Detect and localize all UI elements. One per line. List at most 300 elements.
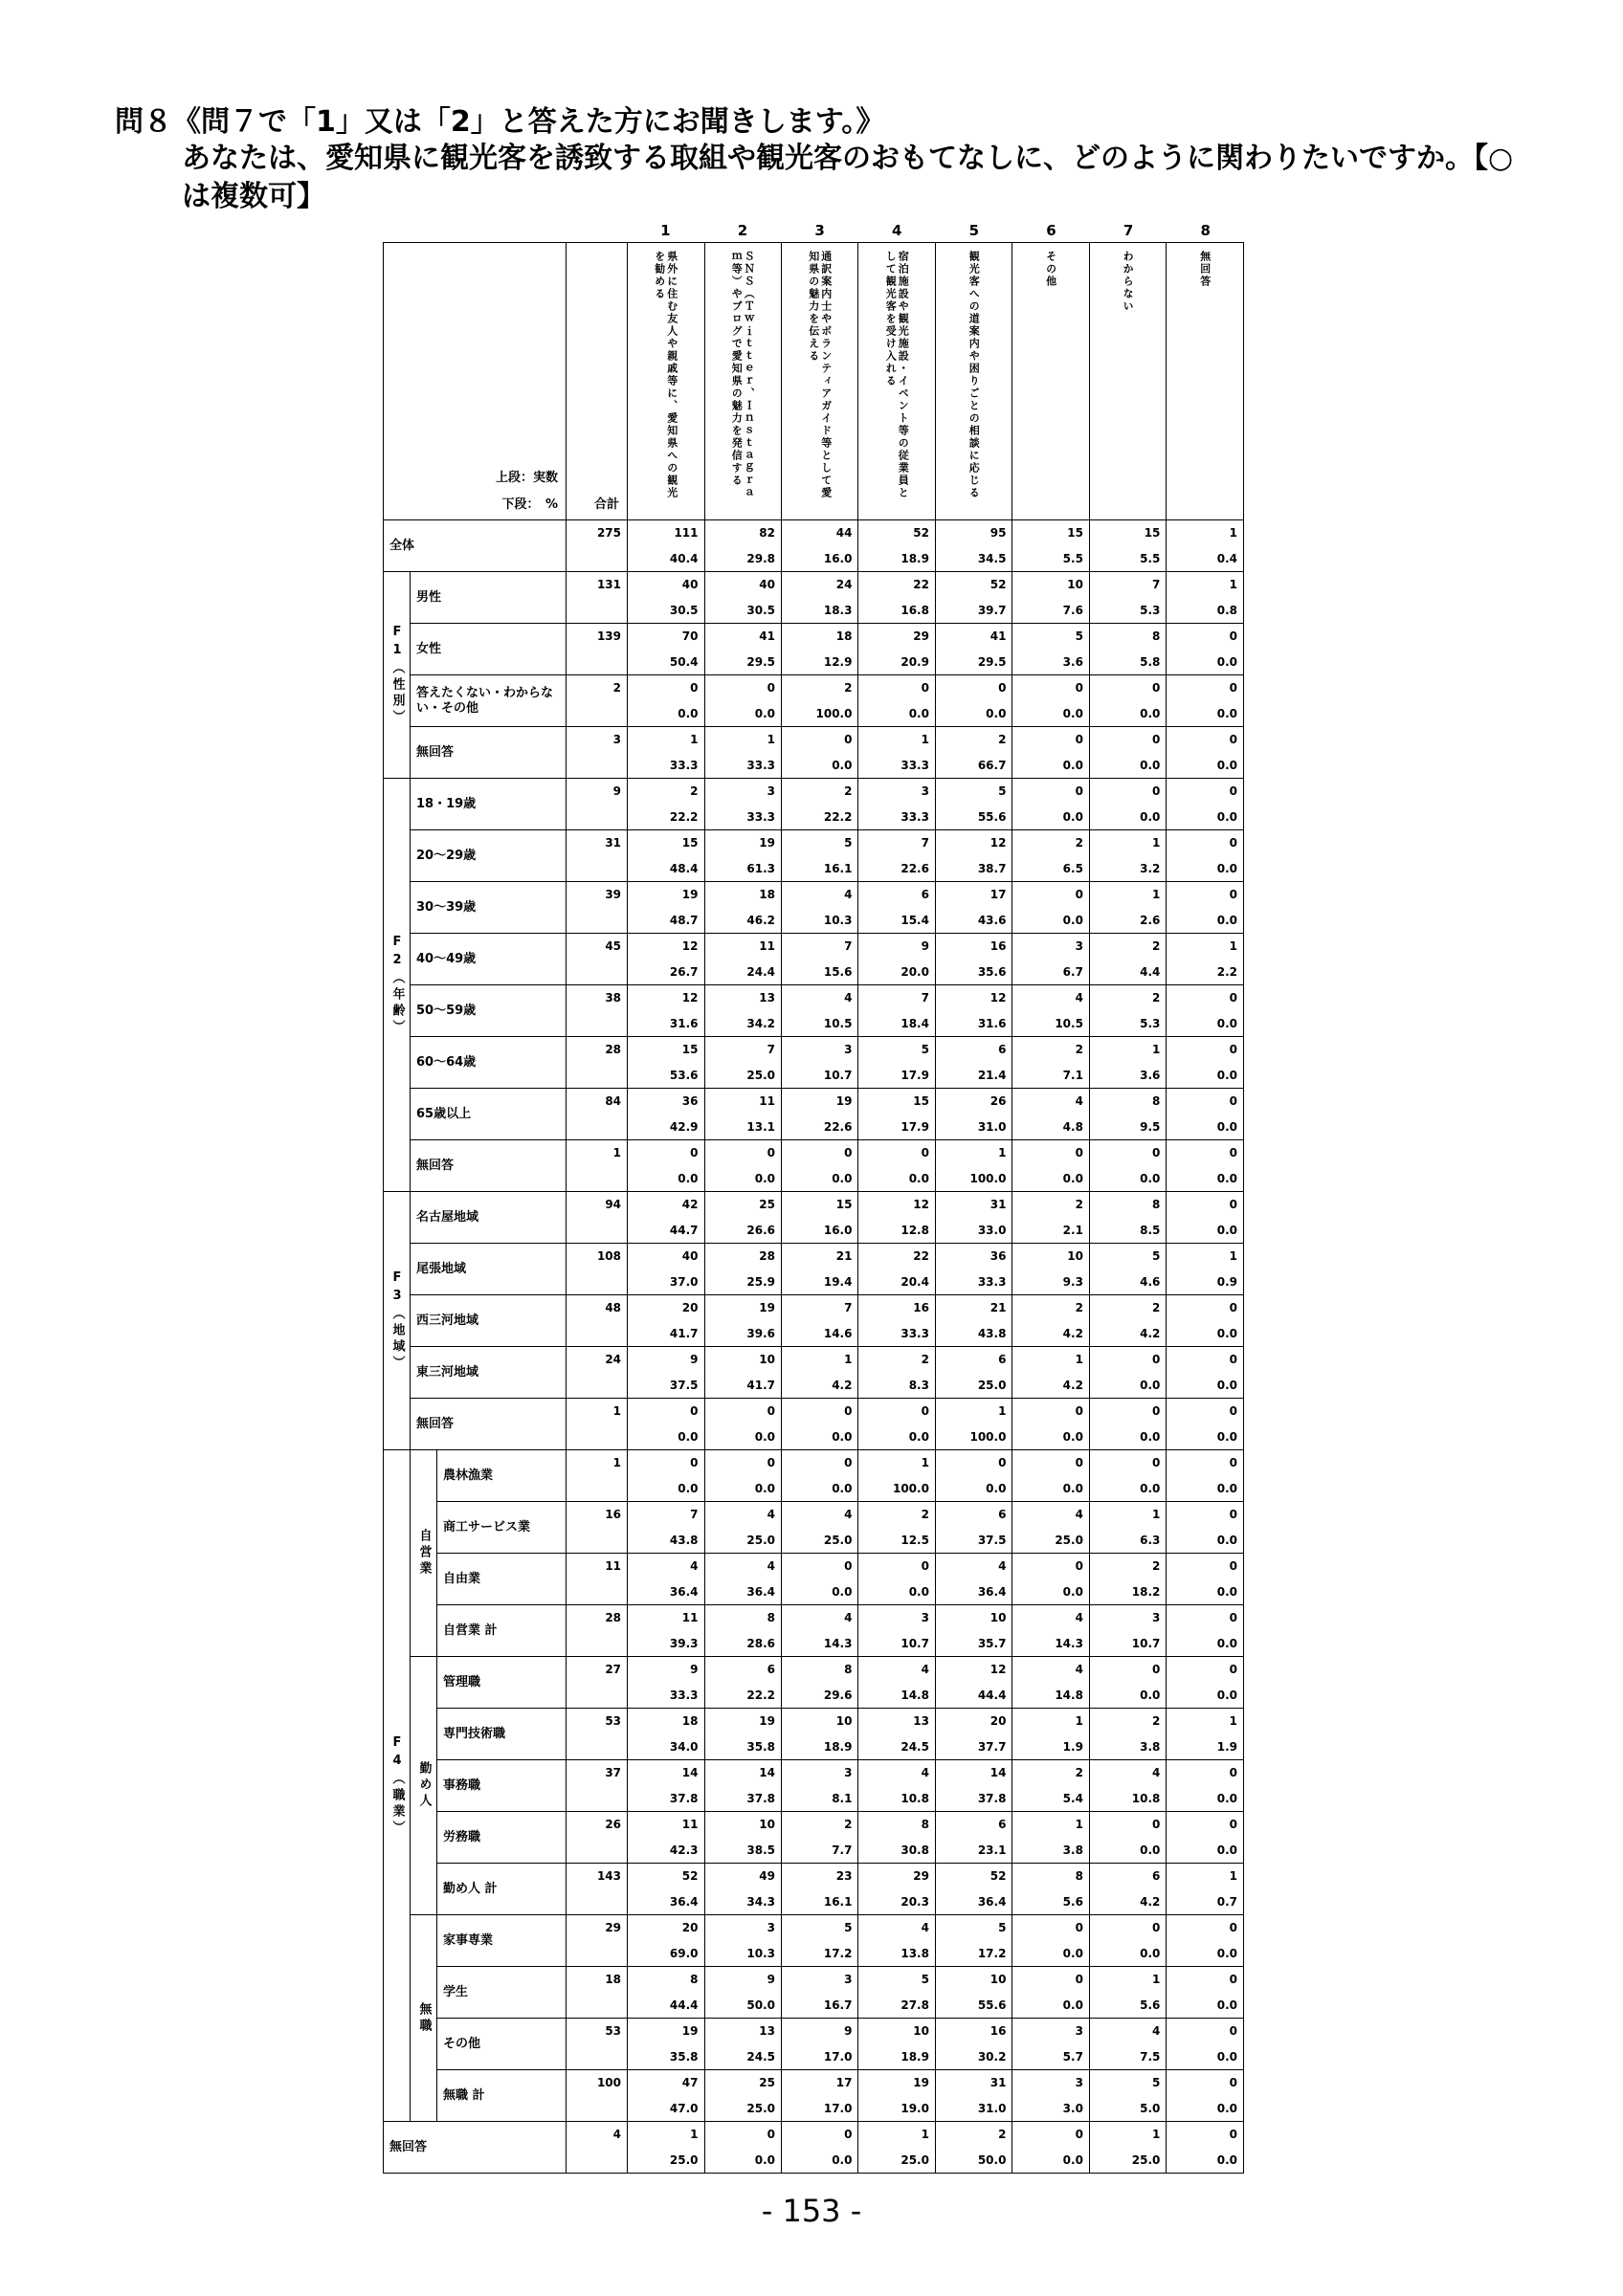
value-cell [1089, 1089, 1166, 1140]
value-cell [1089, 1347, 1166, 1399]
value-cell [1012, 624, 1089, 675]
percent-value: 14.3 [823, 1637, 853, 1650]
table-row [384, 1967, 1244, 2019]
count-value: 15 [913, 1094, 929, 1108]
total-pct-blank [572, 753, 621, 778]
column-number: 6 [1046, 222, 1056, 239]
value-cell [781, 1192, 857, 1244]
value-cell [1089, 1760, 1166, 1812]
page-number: - 153 - [761, 2193, 862, 2229]
count-value: 10 [913, 2024, 929, 2038]
column-number: 1 [660, 222, 671, 239]
total-cell [567, 1605, 628, 1657]
count-value: 2 [1075, 1198, 1083, 1211]
percent-value: 0.0 [678, 1430, 699, 1444]
total-pct-blank [572, 960, 621, 984]
value-cell [781, 1864, 857, 1915]
percent-value: 66.7 [977, 759, 1007, 772]
count-value: 0 [1229, 1198, 1237, 1211]
percent-value: 0.0 [1140, 1482, 1161, 1495]
row-label: 50～59歳 [411, 985, 567, 1037]
subgroup-label-cell [411, 1450, 437, 1657]
percent-value: 36.4 [977, 1895, 1007, 1909]
percent-value: 0.0 [1062, 1172, 1083, 1185]
count-value: 1 [1075, 1353, 1083, 1366]
row-label: 20～29歳 [411, 830, 567, 882]
percent-value: 35.8 [746, 1740, 775, 1754]
percent-value: 18.9 [900, 2050, 929, 2064]
value-cell [1012, 1760, 1089, 1812]
value-cell [1167, 2019, 1244, 2070]
percent-value: 22.2 [746, 1689, 775, 1702]
column-header [628, 243, 704, 520]
count-value: 11 [681, 1818, 699, 1831]
value-cell [935, 1140, 1012, 1192]
value-cell [1167, 1657, 1244, 1709]
value-cell [781, 1709, 857, 1760]
value-cell [1089, 572, 1166, 624]
total-cell [567, 1915, 628, 1967]
column-numbers [383, 222, 1244, 243]
total-pct-blank [572, 908, 621, 933]
count-value: 36 [989, 1249, 1007, 1263]
percent-value: 14.6 [823, 1327, 853, 1340]
count-value: 0 [1075, 1404, 1083, 1418]
total-cell [567, 779, 628, 830]
value-cell [858, 882, 935, 934]
percent-value: 0.0 [1216, 1172, 1237, 1185]
value-cell [935, 1967, 1012, 2019]
total-cell [567, 985, 628, 1037]
percent-value: 42.3 [669, 1843, 699, 1857]
value-cell [1012, 1140, 1089, 1192]
value-cell [1012, 572, 1089, 624]
count-value: 1 [1152, 1508, 1161, 1521]
count-value: 10 [989, 1611, 1007, 1624]
count-value: 6 [998, 1508, 1007, 1521]
group-label: F2（年齢） [389, 934, 405, 1036]
value-cell [1167, 1295, 1244, 1347]
count-value: 1 [921, 1456, 929, 1469]
count-value: 19 [835, 1094, 853, 1108]
percent-value: 0.0 [1140, 1843, 1161, 1857]
count-value: 0 [1229, 1404, 1237, 1418]
percent-value: 3.6 [1140, 1069, 1161, 1082]
table-row [384, 675, 1244, 727]
percent-value: 0.0 [832, 1585, 853, 1599]
total-cell [567, 882, 628, 934]
count-value: 8 [844, 1663, 853, 1676]
row-label: 答えたくない・わからない・その他 [411, 675, 567, 727]
count-value: 52 [989, 1869, 1007, 1883]
value-cell [628, 2070, 704, 2122]
value-cell [858, 2070, 935, 2122]
count-value: 40 [759, 578, 775, 591]
percent-value: 25.0 [1131, 2153, 1161, 2167]
value-cell [628, 624, 704, 675]
value-cell [781, 1450, 857, 1502]
value-cell [1089, 1140, 1166, 1192]
row-label: 商工サービス業 [437, 1502, 567, 1554]
value-cell [704, 779, 781, 830]
value-cell [1089, 1605, 1166, 1657]
value-cell [1089, 2019, 1166, 2070]
column-header [1167, 243, 1244, 520]
percent-value: 0.0 [678, 707, 699, 720]
table-row [384, 1915, 1244, 1967]
percent-value: 39.3 [669, 1637, 699, 1650]
total-cell [567, 1089, 628, 1140]
percent-value: 6.5 [1062, 862, 1083, 875]
percent-value: 44.7 [669, 1224, 699, 1237]
row-label: 40～49歳 [411, 934, 567, 985]
value-cell [704, 1709, 781, 1760]
total-cell [567, 1399, 628, 1450]
percent-value: 33.3 [900, 759, 929, 772]
percent-value: 0.0 [1062, 810, 1083, 824]
count-value: 5 [998, 1921, 1007, 1934]
count-value: 24 [835, 578, 853, 591]
count-value: 0 [1229, 2128, 1237, 2141]
count-value: 6 [1152, 1869, 1161, 1883]
percent-value: 18.3 [823, 604, 853, 617]
value-cell [858, 572, 935, 624]
column-header [1012, 243, 1089, 520]
count-value: 1 [1152, 836, 1161, 850]
value-cell [781, 1554, 857, 1605]
total-pct-blank [572, 1734, 621, 1759]
percent-value: 0.0 [754, 1482, 775, 1495]
subgroup-label: 無職 [416, 2001, 432, 2035]
count-value: 0 [1075, 1559, 1083, 1573]
total-pct-blank [572, 1476, 621, 1501]
value-cell [935, 675, 1012, 727]
count-value: 0 [921, 1559, 929, 1573]
count-value: 8 [767, 1611, 775, 1624]
count-value: 0 [690, 1146, 699, 1159]
percent-value: 18.4 [900, 1017, 929, 1030]
subgroup-label: 自営業 [416, 1529, 432, 1578]
subgroup-label-cell [411, 1657, 437, 1915]
count-value: 3 [1075, 2076, 1083, 2089]
percent-value: 33.3 [977, 1275, 1007, 1289]
total-count: 27 [605, 1663, 622, 1676]
value-cell [1167, 1502, 1244, 1554]
value-cell [781, 520, 857, 572]
count-value: 0 [998, 681, 1007, 695]
percent-value: 0.8 [1216, 604, 1237, 617]
value-cell [781, 1760, 857, 1812]
table-row [384, 1192, 1244, 1244]
percent-value: 13.1 [746, 1120, 775, 1134]
row-label: 65歳以上 [411, 1089, 567, 1140]
column-header-text: 無回答 [1198, 251, 1212, 288]
value-cell [781, 1140, 857, 1192]
percent-value: 35.6 [977, 965, 1007, 979]
percent-value: 0.0 [1216, 2050, 1237, 2064]
percent-value: 3.0 [1062, 2102, 1083, 2115]
percent-value: 22.2 [669, 810, 699, 824]
count-value: 2 [998, 733, 1007, 746]
count-value: 4 [690, 1559, 699, 1573]
count-value: 4 [844, 1508, 853, 1521]
percent-value: 43.6 [977, 914, 1007, 927]
value-cell [1089, 1554, 1166, 1605]
count-value: 19 [681, 2024, 699, 2038]
value-cell [935, 1244, 1012, 1295]
value-cell [781, 1347, 857, 1399]
percent-value: 4.4 [1140, 965, 1161, 979]
value-cell [1012, 985, 1089, 1037]
table-row [384, 2070, 1244, 2122]
value-cell [1089, 1915, 1166, 1967]
percent-value: 3.8 [1062, 1843, 1083, 1857]
count-value: 1 [1229, 1714, 1237, 1728]
row-label: 勤め人 計 [437, 1864, 567, 1915]
percent-value: 16.1 [823, 862, 853, 875]
value-cell [1012, 1192, 1089, 1244]
percent-value: 23.1 [977, 1843, 1007, 1857]
total-count: 131 [596, 578, 622, 591]
percent-value: 27.8 [900, 1998, 929, 2012]
value-cell [781, 1967, 857, 2019]
value-cell [935, 1657, 1012, 1709]
percent-value: 17.9 [900, 1069, 929, 1082]
value-cell [1089, 2122, 1166, 2174]
percent-value: 17.2 [823, 1947, 853, 1960]
value-cell [1167, 1450, 1244, 1502]
row-label: 30～39歳 [411, 882, 567, 934]
count-value: 0 [1152, 784, 1161, 798]
percent-value: 10.7 [900, 1637, 929, 1650]
value-cell [628, 2019, 704, 2070]
total-cell [567, 1657, 628, 1709]
value-cell [1089, 1450, 1166, 1502]
group-label-cell [384, 779, 411, 1192]
total-cell [567, 624, 628, 675]
count-value: 3 [921, 784, 929, 798]
value-cell [628, 779, 704, 830]
value-cell [1167, 1605, 1244, 1657]
percent-value: 17.9 [900, 1120, 929, 1134]
value-cell [628, 1244, 704, 1295]
total-count: 108 [596, 1249, 622, 1263]
value-cell [704, 1967, 781, 2019]
value-cell [858, 2122, 935, 2174]
count-value: 111 [674, 526, 699, 540]
row-label: 無職 計 [437, 2070, 567, 2122]
value-cell [628, 1864, 704, 1915]
percent-value: 34.2 [746, 1017, 775, 1030]
percent-value: 0.0 [1140, 1379, 1161, 1392]
count-value: 7 [690, 1508, 699, 1521]
row-label: 学生 [437, 1967, 567, 2019]
value-cell [935, 1089, 1012, 1140]
value-cell [1012, 1037, 1089, 1089]
percent-value: 31.6 [669, 1017, 699, 1030]
percent-value: 0.0 [908, 1172, 929, 1185]
count-value: 0 [767, 1404, 775, 1418]
count-value: 10 [1067, 1249, 1083, 1263]
row-label: 無回答 [411, 1399, 567, 1450]
count-value: 40 [681, 1249, 699, 1263]
question-text: あなたは、愛知県に観光客を誘致する取組や観光客のおもてなしに、どのように関わりたいですか。【○は複数可】 [182, 142, 1514, 213]
percent-value: 30.8 [900, 1843, 929, 1857]
count-value: 0 [1152, 1456, 1161, 1469]
count-value: 10 [989, 1973, 1007, 1986]
count-value: 0 [767, 1146, 775, 1159]
value-cell [704, 1502, 781, 1554]
value-cell [935, 1347, 1012, 1399]
percent-value: 7.7 [832, 1843, 853, 1857]
percent-value: 15.4 [900, 914, 929, 927]
count-value: 0 [1152, 1818, 1161, 1831]
percent-value: 31.0 [977, 2102, 1007, 2115]
value-cell [1167, 675, 1244, 727]
percent-value: 0.0 [908, 1585, 929, 1599]
count-value: 82 [759, 526, 775, 540]
percent-value: 38.7 [977, 862, 1007, 875]
value-cell [858, 1244, 935, 1295]
row-label: 18・19歳 [411, 779, 567, 830]
percent-value: 0.0 [1062, 914, 1083, 927]
value-cell [935, 1037, 1012, 1089]
column-number: 5 [968, 222, 980, 239]
count-value: 21 [835, 1249, 853, 1263]
value-cell [704, 830, 781, 882]
count-value: 9 [690, 1663, 699, 1676]
count-value: 52 [913, 526, 929, 540]
count-value: 12 [681, 991, 699, 1004]
value-cell [1012, 2019, 1089, 2070]
percent-value: 0.0 [832, 1482, 853, 1495]
value-cell [858, 830, 935, 882]
count-value: 0 [1229, 991, 1237, 1004]
count-value: 15 [1067, 526, 1083, 540]
count-value: 21 [989, 1301, 1007, 1314]
percent-value: 33.3 [900, 1327, 929, 1340]
total-count: 275 [596, 526, 622, 540]
percent-value: 5.3 [1140, 604, 1161, 617]
row-label: 東三河地域 [411, 1347, 567, 1399]
value-cell [935, 520, 1012, 572]
percent-value: 0.0 [754, 1172, 775, 1185]
count-value: 4 [921, 1921, 929, 1934]
percent-value: 29.8 [746, 552, 775, 565]
percent-value: 22.6 [900, 862, 929, 875]
percent-value: 30.2 [977, 2050, 1007, 2064]
count-value: 15 [1144, 526, 1161, 540]
value-cell [1167, 2070, 1244, 2122]
count-value: 28 [759, 1249, 775, 1263]
count-value: 12 [989, 836, 1007, 850]
count-value: 0 [1152, 1353, 1161, 1366]
percent-value: 20.4 [900, 1275, 929, 1289]
total-cell [567, 1450, 628, 1502]
count-value: 4 [1152, 1766, 1161, 1779]
value-cell [1089, 1967, 1166, 2019]
count-value: 52 [989, 578, 1007, 591]
value-cell [935, 727, 1012, 779]
value-cell [935, 1502, 1012, 1554]
percent-value: 4.2 [1062, 1327, 1083, 1340]
total-pct-blank [572, 1941, 621, 1966]
value-cell [1089, 1657, 1166, 1709]
percent-value: 0.0 [1216, 1224, 1237, 1237]
value-cell [781, 1812, 857, 1864]
count-value: 40 [681, 578, 699, 591]
value-cell [628, 1967, 704, 2019]
count-value: 0 [1152, 1146, 1161, 1159]
value-cell [1012, 2070, 1089, 2122]
count-value: 2 [844, 1818, 853, 1831]
value-cell [628, 1347, 704, 1399]
count-value: 0 [1152, 1404, 1161, 1418]
count-value: 7 [1152, 578, 1161, 591]
value-cell [1167, 520, 1244, 572]
value-cell [628, 882, 704, 934]
percent-value: 6.7 [1062, 965, 1083, 979]
count-value: 4 [767, 1559, 775, 1573]
count-value: 6 [998, 1353, 1007, 1366]
percent-value: 25.0 [977, 1379, 1007, 1392]
count-value: 15 [681, 1043, 699, 1056]
count-value: 0 [844, 1146, 853, 1159]
total-count: 143 [596, 1869, 622, 1883]
count-value: 5 [1152, 1249, 1161, 1263]
count-value: 49 [759, 1869, 775, 1883]
count-value: 0 [767, 681, 775, 695]
row-label: 西三河地域 [411, 1295, 567, 1347]
count-value: 5 [1075, 629, 1083, 643]
count-value: 52 [681, 1869, 699, 1883]
count-value: 0 [1075, 2128, 1083, 2141]
value-cell [628, 1140, 704, 1192]
percent-value: 0.0 [1216, 1430, 1237, 1444]
value-cell [1089, 882, 1166, 934]
count-value: 29 [913, 629, 929, 643]
total-label: 合計 [594, 497, 620, 512]
percent-value: 37.0 [669, 1275, 699, 1289]
percent-value: 37.5 [669, 1379, 699, 1392]
subgroup-label: 勤め人 [416, 1761, 432, 1810]
count-value: 0 [1229, 1508, 1237, 1521]
value-cell [704, 934, 781, 985]
count-value: 5 [844, 836, 853, 850]
value-cell [935, 1760, 1012, 1812]
percent-value: 0.0 [1216, 1998, 1237, 2012]
percent-value: 8.3 [908, 1379, 929, 1392]
total-pct-blank [572, 1321, 621, 1346]
percent-value: 50.0 [977, 2153, 1007, 2167]
percent-value: 33.3 [746, 810, 775, 824]
value-cell [1012, 1915, 1089, 1967]
count-value: 31 [989, 1198, 1007, 1211]
percent-value: 4.2 [1140, 1327, 1161, 1340]
count-value: 16 [913, 1301, 929, 1314]
value-cell [628, 985, 704, 1037]
value-cell [628, 1657, 704, 1709]
value-cell [704, 1760, 781, 1812]
percent-value: 0.0 [1216, 810, 1237, 824]
count-value: 15 [681, 836, 699, 850]
percent-value: 0.0 [1216, 2153, 1237, 2167]
count-value: 4 [1075, 1508, 1083, 1521]
count-value: 5 [844, 1921, 853, 1934]
count-value: 47 [681, 2076, 699, 2089]
count-value: 4 [1075, 1663, 1083, 1676]
count-value: 1 [1229, 1249, 1237, 1263]
